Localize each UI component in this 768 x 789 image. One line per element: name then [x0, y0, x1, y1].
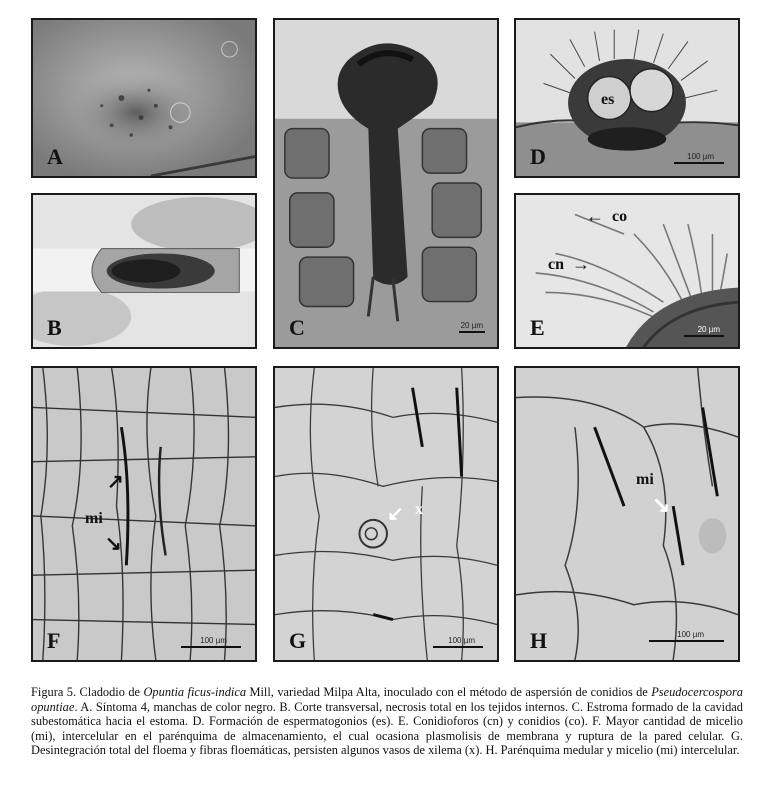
panel-e-cn-arrow: →: [572, 254, 590, 274]
panel-g: [273, 366, 499, 662]
caption-part-2: Mill, variedad Milpa Alta, inoculado con el método de aspersión de conidios de: [246, 685, 652, 699]
panel-e-co-arrow: ←: [586, 206, 604, 226]
panel-c-scale-label: 20 µm: [460, 321, 483, 330]
caption-species-pseudocercospora: Pseudocercospora opuntiae: [31, 685, 743, 714]
panel-h-label: H: [530, 628, 548, 653]
panel-a: [31, 18, 257, 178]
panel-e-co-annotation: co: [612, 208, 628, 225]
panel-h-arrow: ↘: [652, 492, 671, 517]
panel-c: [273, 18, 499, 349]
panel-c-scale-bar: [459, 331, 485, 333]
panel-h: [514, 366, 740, 662]
caption-part-1: Figura 5. Cladodio de: [31, 685, 144, 699]
panel-a-label: A: [47, 144, 63, 169]
photo-h: [516, 368, 738, 660]
panel-e-scale-bar: [684, 335, 724, 337]
panel-f-mi-annotation: mi: [85, 510, 103, 527]
panel-f: [31, 366, 257, 662]
photo-f: [33, 368, 255, 660]
panel-f-arrow-down: ↘: [105, 533, 122, 555]
panel-d-scale-label: 100 µm: [687, 152, 714, 161]
panel-e: [514, 193, 740, 349]
panel-e-label: E: [530, 315, 545, 340]
photo-a: [33, 20, 255, 176]
panel-f-label: F: [47, 628, 61, 653]
panel-h-scale-label: 100 µm: [677, 630, 704, 639]
panel-e-cn-annotation: cn: [548, 256, 564, 273]
panel-g-x-annotation: x: [415, 501, 423, 518]
panel-d-label: D: [530, 144, 546, 169]
caption-species-opuntia: Opuntia ficus-indica: [143, 685, 247, 699]
photo-c: [275, 20, 497, 347]
photo-b: [33, 195, 255, 347]
panel-f-arrow-up: ↗: [107, 471, 124, 493]
panel-g-scale-label: 100 µm: [448, 636, 475, 645]
caption-part-3: . A. Síntoma 4, manchas de color negro. B. Corte transversal, necrosis total en los tejidos internos. C. Estroma formado de la cavidad subestomática hacia el estoma. D. Formación de espermatogonios (es). E. Conidioforos (cn) y conidios (co). F. Mayor cantidad de micelio (mi), intercelular en el parénquima de almacenamiento, el cual ocasiona plasmolisis de membrana y ruptura de la pared celular. G. Desintegración total del floema y fibras floemáticas, persisten algunos vasos de xilema (x). H. Parénquima medular y micelio (mi) intercelular.: [31, 699, 743, 758]
panel-e-scale-label: 20 µm: [697, 325, 720, 334]
panel-b: [31, 193, 257, 349]
panel-h-mi-annotation: mi: [636, 471, 654, 488]
panel-h-scale-bar: [649, 640, 724, 642]
figure-caption: [31, 685, 743, 758]
panel-g-arrow: ↙: [387, 503, 404, 525]
panel-d-es-annotation: es: [601, 91, 615, 108]
panel-d: [514, 18, 740, 178]
photo-g: [275, 368, 497, 660]
panel-f-scale-bar: [181, 646, 241, 648]
panel-b-label: B: [47, 315, 62, 340]
panel-d-scale-bar: [674, 162, 724, 164]
panel-c-label: C: [289, 315, 305, 340]
panel-g-label: G: [289, 628, 307, 653]
panel-g-scale-bar: [433, 646, 483, 648]
panel-f-scale-label: 100 µm: [200, 636, 227, 645]
